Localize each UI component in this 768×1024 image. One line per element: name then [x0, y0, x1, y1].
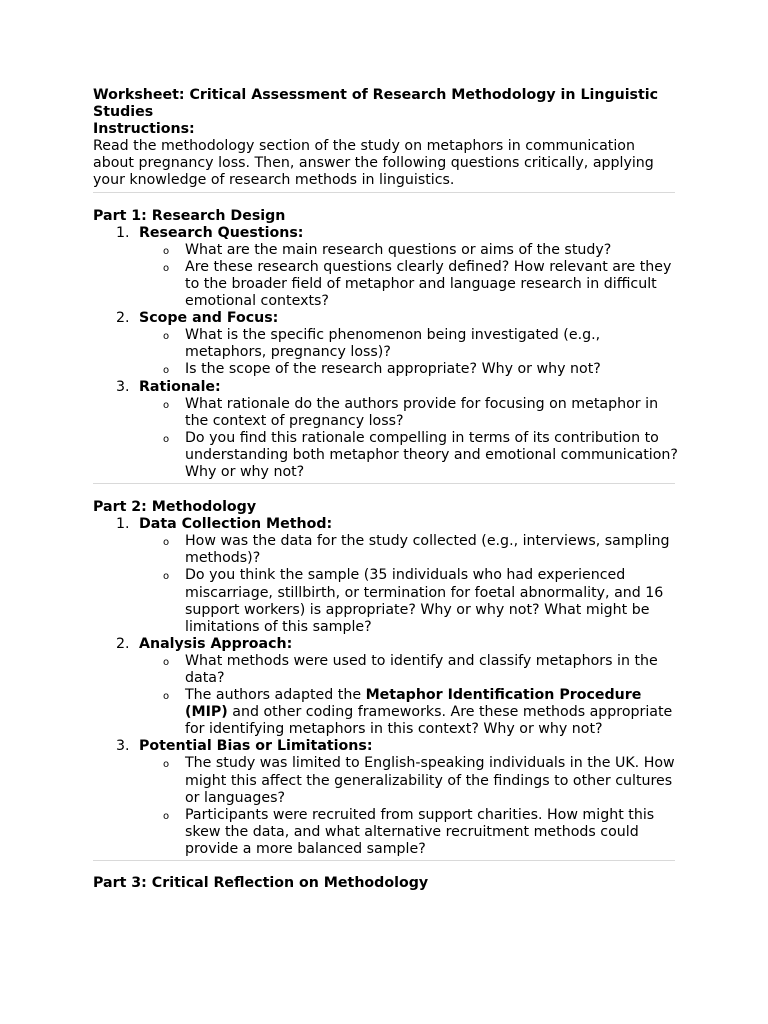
- question-item: [139, 396, 678, 430]
- question-item: [139, 327, 678, 361]
- question-text: What methods were used to identify and classify metaphors in the data?: [185, 652, 658, 686]
- item-title: Scope and Focus:: [139, 310, 279, 327]
- item-number: 3.: [116, 378, 130, 395]
- question-item: [139, 807, 678, 858]
- list-item: [93, 379, 678, 482]
- bullet-icon: o: [163, 399, 170, 411]
- worksheet-title: Worksheet: Critical Assessment of Research Methodology in Linguistic Studies: [93, 87, 659, 121]
- question-text: What is the specific phenomenon being investigated (e.g., metaphors, pregnancy loss)?: [185, 327, 601, 361]
- item-number: 3.: [116, 738, 130, 755]
- part-title: Part 2: Methodology: [93, 499, 257, 516]
- question-text: Do you think the sample (35 individuals who had experienced miscarriage, stillbirth, or termination for foetal abnormality, and 16 support workers) is appropriate? Why or why not? What might be limitations of this sample?: [185, 567, 664, 635]
- bullet-icon: o: [163, 245, 170, 257]
- part-1: [93, 208, 678, 482]
- question-item: [139, 533, 678, 567]
- bullet-icon: o: [163, 656, 170, 668]
- instructions-body: Read the methodology section of the study on metaphors in communication about pregnancy loss. Then, answer the following questions critically, applying your knowledge of research methods in linguistics.: [93, 138, 654, 189]
- question-item: [139, 430, 678, 481]
- item-title: Rationale:: [139, 378, 221, 395]
- question-item: [139, 361, 678, 378]
- list-item: [93, 516, 678, 636]
- bullet-icon: o: [163, 571, 170, 583]
- bullet-icon: o: [163, 365, 170, 377]
- question-text: The authors adapted the Metaphor Identification Procedure (MIP) and other coding frameworks. Are these methods appropriate for identifying metaphors in this context? Why or why not?: [185, 687, 673, 738]
- item-number: 2.: [116, 310, 130, 327]
- question-text: What are the main research questions or aims of the study?: [185, 241, 612, 258]
- item-title: Data Collection Method:: [139, 516, 333, 533]
- part-title: Part 3: Critical Reflection on Methodology: [93, 875, 429, 892]
- question-item: [139, 259, 678, 310]
- bullet-icon: o: [163, 759, 170, 771]
- bullet-icon: o: [163, 537, 170, 549]
- question-item: [139, 755, 678, 806]
- question-text: The study was limited to English-speaking individuals in the UK. How might this affect the generalizability of the findings to other cultures or languages?: [185, 755, 675, 806]
- bullet-icon: o: [163, 262, 170, 274]
- question-item: [139, 567, 678, 635]
- list-item: [93, 225, 678, 310]
- bullet-icon: o: [163, 433, 170, 445]
- part-title: Part 1: Research Design: [93, 207, 286, 224]
- question-item: [139, 653, 678, 687]
- bullet-icon: o: [163, 331, 170, 343]
- worksheet-page: [93, 87, 678, 892]
- bullet-icon: o: [163, 810, 170, 822]
- list-item: [93, 310, 678, 378]
- item-title: Potential Bias or Limitations:: [139, 738, 373, 755]
- part-2: [93, 499, 678, 858]
- question-text: Is the scope of the research appropriate? Why or why not?: [185, 361, 601, 378]
- question-text: Are these research questions clearly defined? How relevant are they to the broader field of metaphor and language research in difficult emotional contexts?: [185, 258, 672, 310]
- list-item: [93, 738, 678, 858]
- instructions-heading: Instructions:: [93, 121, 195, 138]
- item-number: 2.: [116, 635, 130, 652]
- mip-term: Metaphor Identification Procedure (MIP): [185, 687, 642, 721]
- question-text: Participants were recruited from support charities. How might this skew the data, and what alternative recruitment methods could provide a more balanced sample?: [185, 806, 655, 857]
- item-title: Research Questions:: [139, 224, 304, 241]
- question-item: [139, 242, 678, 259]
- question-item: [139, 687, 678, 738]
- list-item: [93, 636, 678, 739]
- item-number: 1.: [116, 516, 130, 533]
- question-text: What rationale do the authors provide for focusing on metaphor in the context of pregnancy loss?: [185, 395, 659, 429]
- question-text: How was the data for the study collected (e.g., interviews, sampling methods)?: [185, 533, 670, 567]
- item-title: Analysis Approach:: [139, 635, 293, 652]
- bullet-icon: o: [163, 691, 170, 703]
- item-number: 1.: [116, 224, 130, 241]
- question-text: Do you find this rationale compelling in terms of its contribution to understanding both metaphor theory and emotional communication? Why or why not?: [185, 429, 678, 480]
